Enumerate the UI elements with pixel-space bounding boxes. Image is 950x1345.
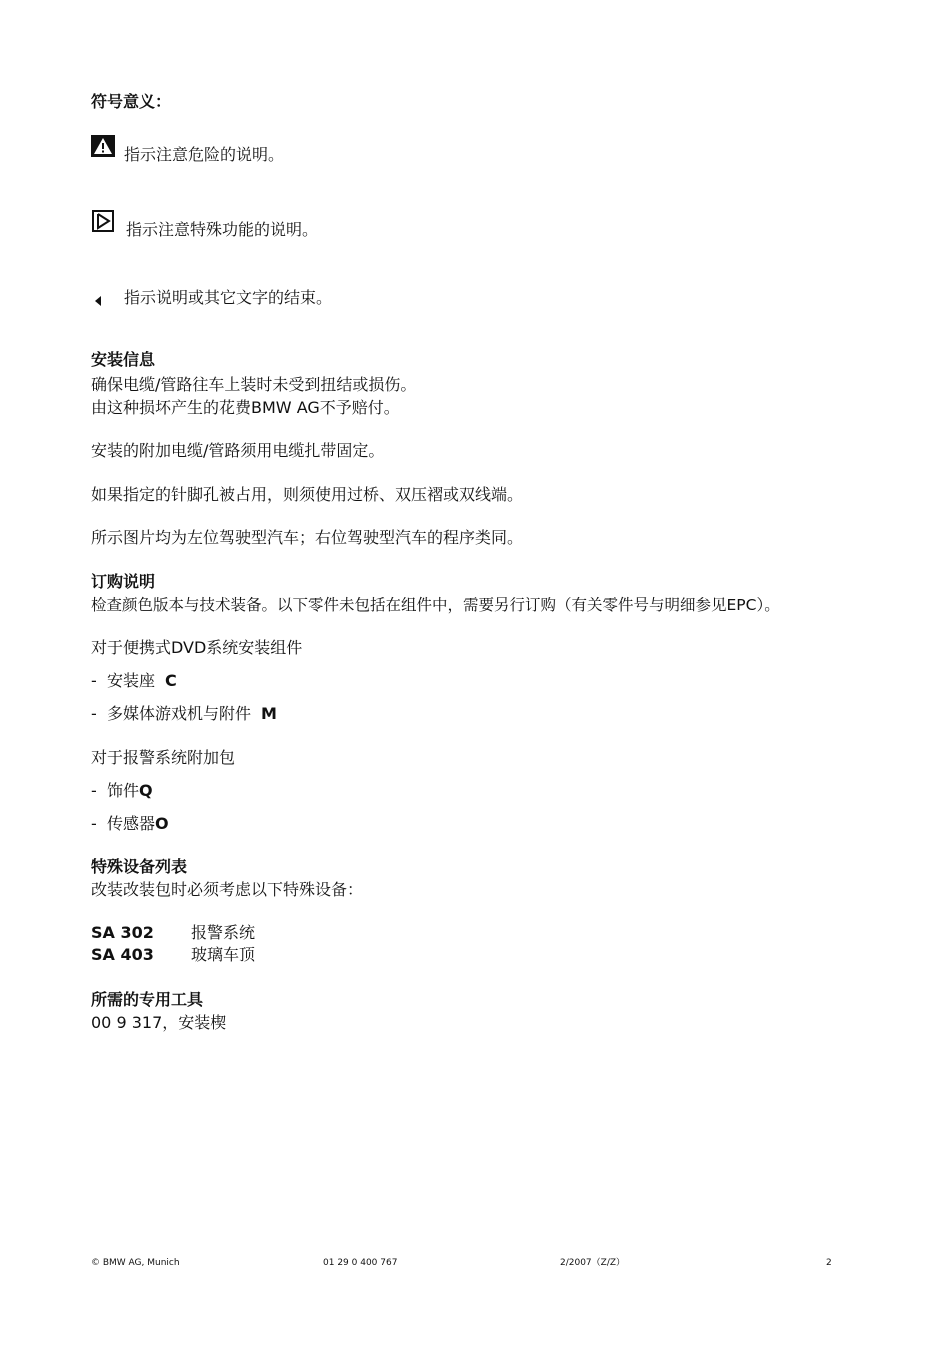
sa-name: 报警系统 <box>191 923 256 942</box>
dvd-item <box>91 671 177 691</box>
sa-code: SA 302 <box>91 923 154 942</box>
sa-item <box>91 923 255 943</box>
play-box-icon <box>92 210 114 236</box>
special-equipment-heading: 特殊设备列表 <box>91 857 188 876</box>
alarm-item-label: 传感器 <box>107 814 156 833</box>
dvd-item <box>91 704 277 724</box>
dvd-item-label: 安装座 <box>107 671 156 690</box>
special-equipment-intro: 改装改装包时必须考虑以下特殊设备： <box>91 880 364 899</box>
order-heading: 订购说明 <box>91 572 156 591</box>
dvd-item-code: C <box>165 671 177 690</box>
install-heading: 安装信息 <box>91 350 156 369</box>
tools-heading: 所需的专用工具 <box>91 990 204 1009</box>
install-line-4: 如果指定的针脚孔被占用，则须使用过桥、双压褶或双线端。 <box>91 485 524 504</box>
alarm-intro: 对于报警系统附加包 <box>91 748 236 767</box>
install-line-1: 确保电缆/管路往车上装时未受到扭结或损伤。 <box>91 375 417 394</box>
end-marker-description: 指示说明或其它文字的结束。 <box>124 288 333 307</box>
symbols-heading: 符号意义： <box>91 92 172 111</box>
alarm-item <box>91 814 169 834</box>
footer-date: 2/2007（Z/Z） <box>560 1258 626 1268</box>
install-line-2: 由这种损坏产生的花费BMW AG不予赔付。 <box>91 398 400 417</box>
alarm-item-code: O <box>155 814 169 833</box>
warning-triangle-icon <box>91 135 115 161</box>
install-line-5: 所示图片均为左位驾驶型汽车；右位驾驶型汽车的程序类同。 <box>91 528 524 547</box>
footer-doc-number: 01 29 0 400 767 <box>323 1258 398 1268</box>
order-line-1: 检查颜色版本与技术装备。以下零件未包括在组件中，需要另行订购（有关零件号与明细参见EPC）。 <box>91 596 780 614</box>
warning-description: 指示注意危险的说明。 <box>124 145 285 164</box>
list-dash: - <box>91 704 97 723</box>
alarm-item-code: Q <box>139 781 153 800</box>
footer-page-number: 2 <box>826 1258 832 1268</box>
alarm-item <box>91 781 153 801</box>
alarm-item-label: 饰件 <box>107 781 140 800</box>
install-line-3: 安装的附加电缆/管路须用电缆扎带固定。 <box>91 441 385 460</box>
dvd-item-label: 多媒体游戏机与附件 <box>107 704 252 723</box>
sa-code: SA 403 <box>91 945 154 964</box>
list-dash: - <box>91 781 97 800</box>
dvd-item-code: M <box>261 704 277 723</box>
list-dash: - <box>91 814 97 833</box>
end-marker-icon <box>94 291 102 310</box>
list-dash: - <box>91 671 97 690</box>
tools-line-1: 00 9 317，安装楔 <box>91 1013 227 1032</box>
dvd-intro: 对于便携式DVD系统安装组件 <box>91 638 303 657</box>
sa-name: 玻璃车顶 <box>191 945 256 964</box>
footer-copyright: © BMW AG, Munich <box>91 1258 180 1268</box>
special-function-description: 指示注意特殊功能的说明。 <box>126 220 319 239</box>
sa-item <box>91 945 255 965</box>
